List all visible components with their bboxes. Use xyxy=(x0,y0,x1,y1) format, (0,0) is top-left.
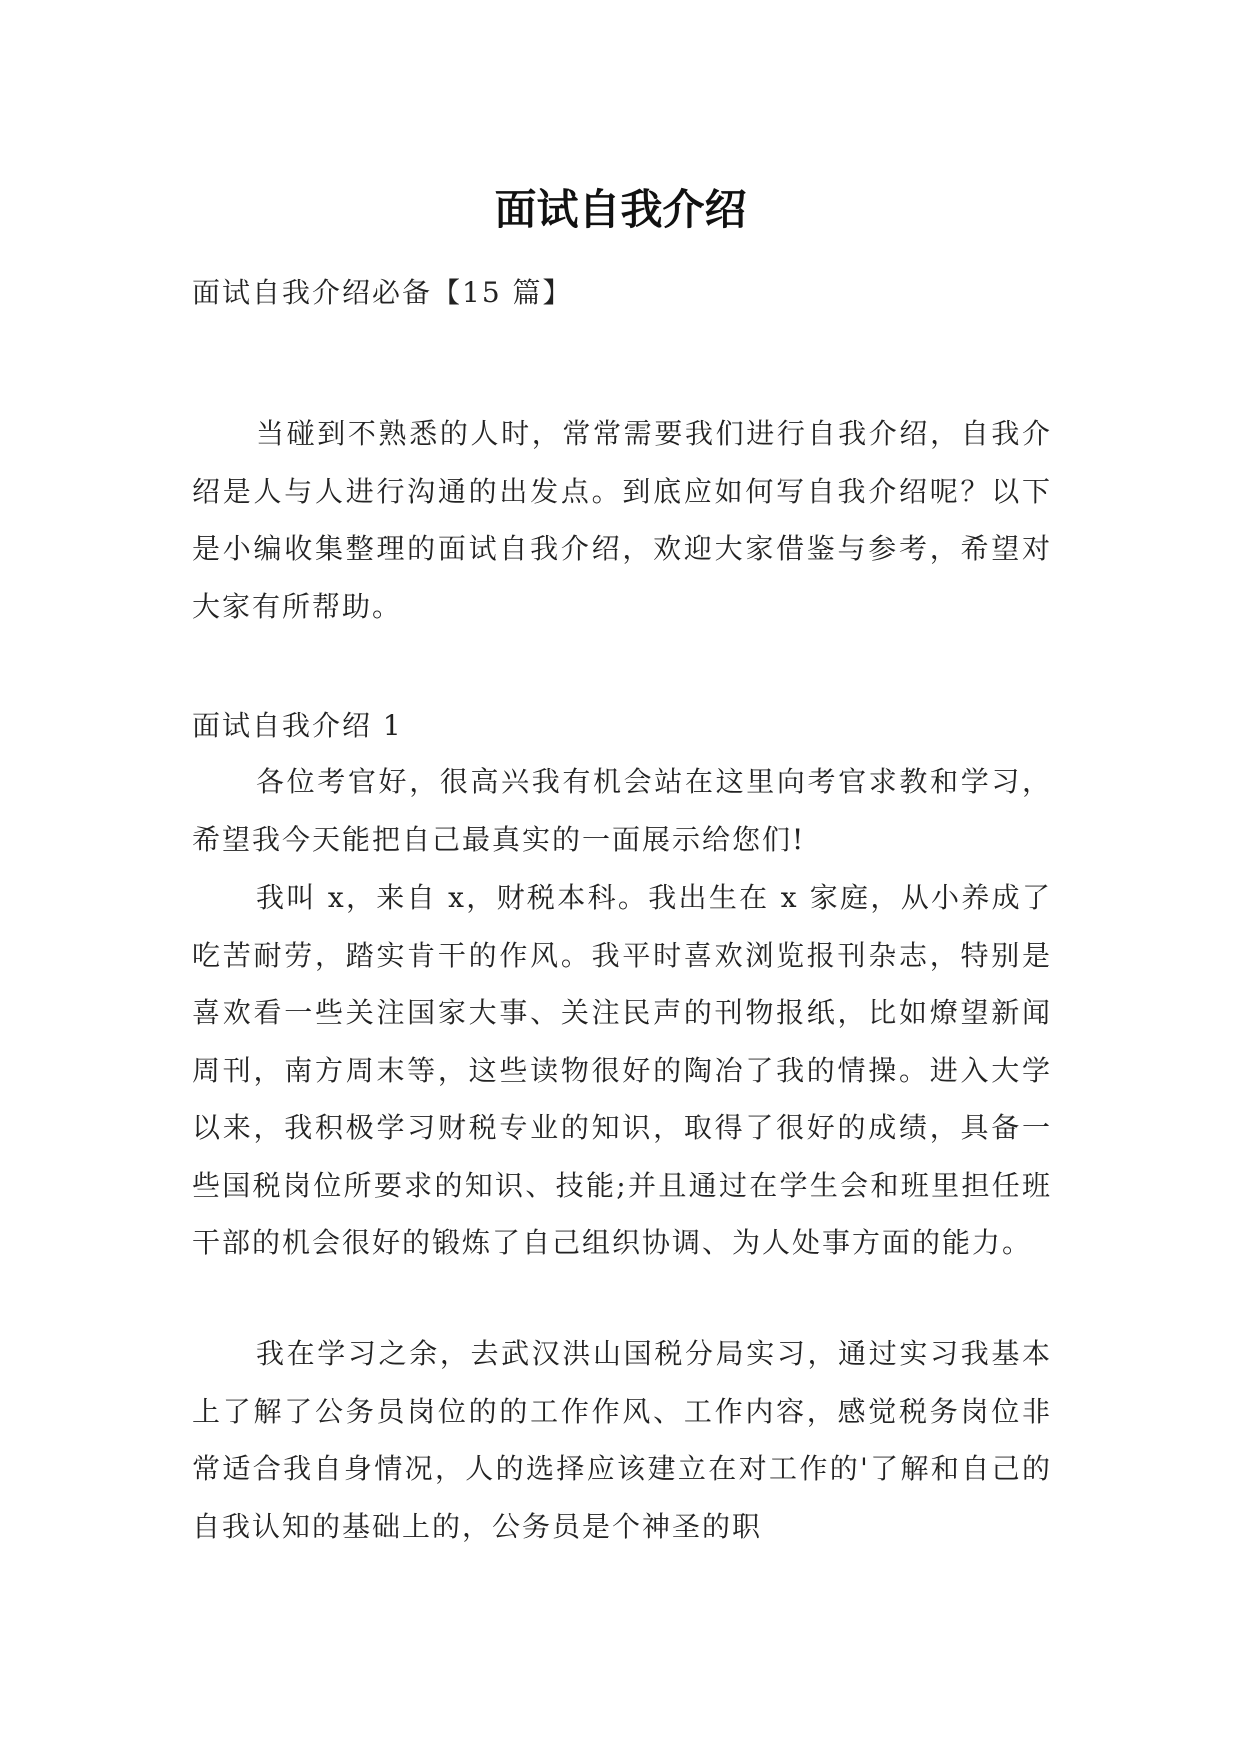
document-subtitle: 面试自我介绍必备【15 篇】 xyxy=(192,276,573,309)
document-title: 面试自我介绍 xyxy=(494,185,747,235)
body-paragraph: 各位考官好，很高兴我有机会站在这里向考官求教和学习，希望我今天能把自己最真实的一面展示给您们! xyxy=(192,765,1052,856)
intro-paragraph: 当碰到不熟悉的人时，常常需要我们进行自我介绍，自我介绍是人与人进行沟通的出发点。到底应如何写自我介绍呢？以下是小编收集整理的面试自我介绍，欢迎大家借鉴与参考，希望对大家有所帮助。 xyxy=(192,417,1052,623)
body-paragraph: 我在学习之余，去武汉洪山国税分局实习，通过实习我基本上了解了公务员岗位的的工作作风、工作内容，感觉税务岗位非常适合我自身情况，人的选择应该建立在对工作的'了解和自己的自我认知的基础上的，公务员是个神圣的职 xyxy=(192,1337,1052,1543)
section-heading: 面试自我介绍 1 xyxy=(192,709,403,742)
body-paragraph: 我叫 x，来自 x，财税本科。我出生在 x 家庭，从小养成了吃苦耐劳，踏实肯干的作风。我平时喜欢浏览报刊杂志，特别是喜欢看一些关注国家大事、关注民声的刊物报纸，比如燎望新闻周刊，南方周末等，这些读物很好的陶冶了我的情操。进入大学以来，我积极学习财税专业的知识，取得了很好的成绩，具备一些国税岗位所要求的知识、技能;并且通过在学生会和班里担任班干部的机会很好的锻炼了自己组织协调、为人处事方面的能力。 xyxy=(192,881,1052,1259)
